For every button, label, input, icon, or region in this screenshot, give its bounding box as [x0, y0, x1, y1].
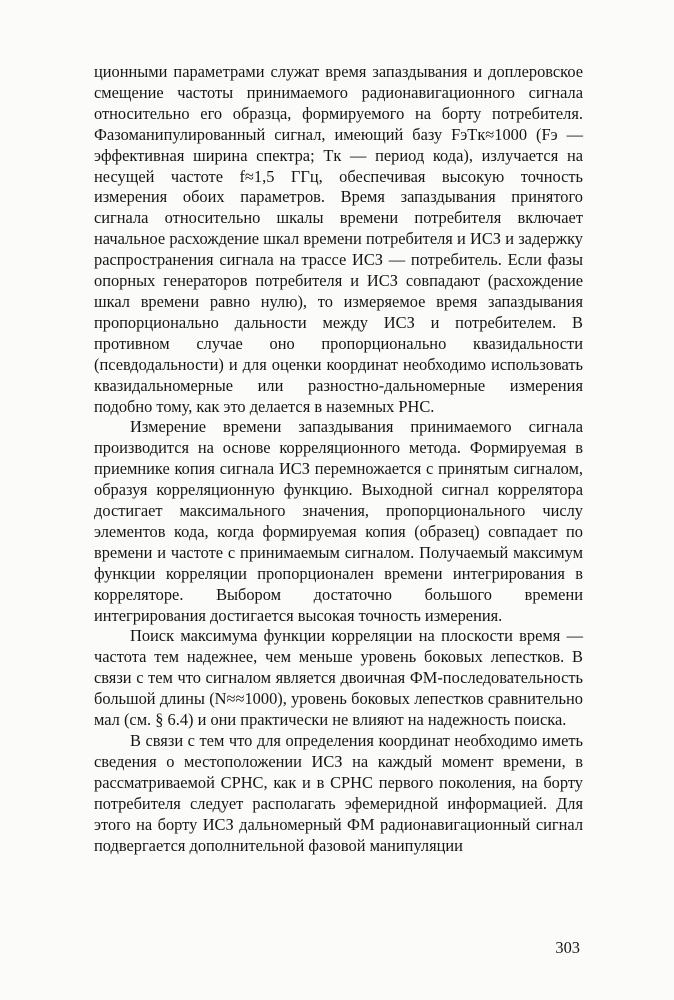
body-text [94, 62, 583, 856]
paragraph-4: В связи с тем что для определения координат необходимо иметь сведения о местоположении ИСЗ на каждый момент времени, в рассматриваемой СРНС, как и в СРНС первого поколения, на борту потребителя следует располагать эфемеридной информацией. Для этого на борту ИСЗ дальномерный ФМ радионавигационный сигнал подвергается дополнительной фазовой манипуляции [94, 731, 583, 855]
paragraph-3: Поиск максимума функции корреляции на плоскости время — частота тем надежнее, чем меньше уровень боковых лепестков. В связи с тем что сигналом является двоичная ФМ-последовательность большой длины (N≈≈1000), уровень боковых лепестков сравнительно мал (см. § 6.4) и они практически не влияют на надежность поиска. [94, 626, 583, 730]
page-number: 303 [555, 938, 580, 957]
paragraph-1: ционными параметрами служат время запаздывания и доплеровское смещение частоты принимаемого радионавигационного сигнала относительно его образца, формируемого на борту потребителя. Фазоманипулированный сигнал, имеющий базу FэTк≈1000 (Fэ — эффективная ширина спектра; Tк — период кода), излучается на несущей частоте f≈1,5 ГГц, обеспечивая высокую точность измерения обоих параметров. Время запаздывания принятого сигнала относительно шкалы времени потребителя включает начальное расхождение шкал времени потребителя и ИСЗ и задержку распространения сигнала на трассе ИСЗ — потребитель. Если фазы опорных генераторов потребителя и ИСЗ совпадают (расхождение шкал времени равно нулю), то измеряемое время запаздывания пропорционально дальности между ИСЗ и потребителем. В противном случае оно пропорционально квазидальности (псевдодальности) и для оценки координат необходимо использовать квазидальномерные или разностно-дальномерные измерения подобно тому, как это делается в наземных РНС. [94, 62, 583, 416]
paragraph-2: Измерение времени запаздывания принимаемого сигнала производится на основе корреляционного метода. Формируемая в приемнике копия сигнала ИСЗ перемножается с принятым сигналом, образуя корреляционную функцию. Выходной сигнал коррелятора достигает максимального значения, пропорционального числу элементов кода, когда формируемая копия (образец) совпадает по времени и частоте с принимаемым сигналом. Получаемый максимум функции корреляции пропорционален времени интегрирования в корреляторе. Выбором достаточно большого времени интегрирования достигается высокая точность измерения. [94, 417, 583, 625]
